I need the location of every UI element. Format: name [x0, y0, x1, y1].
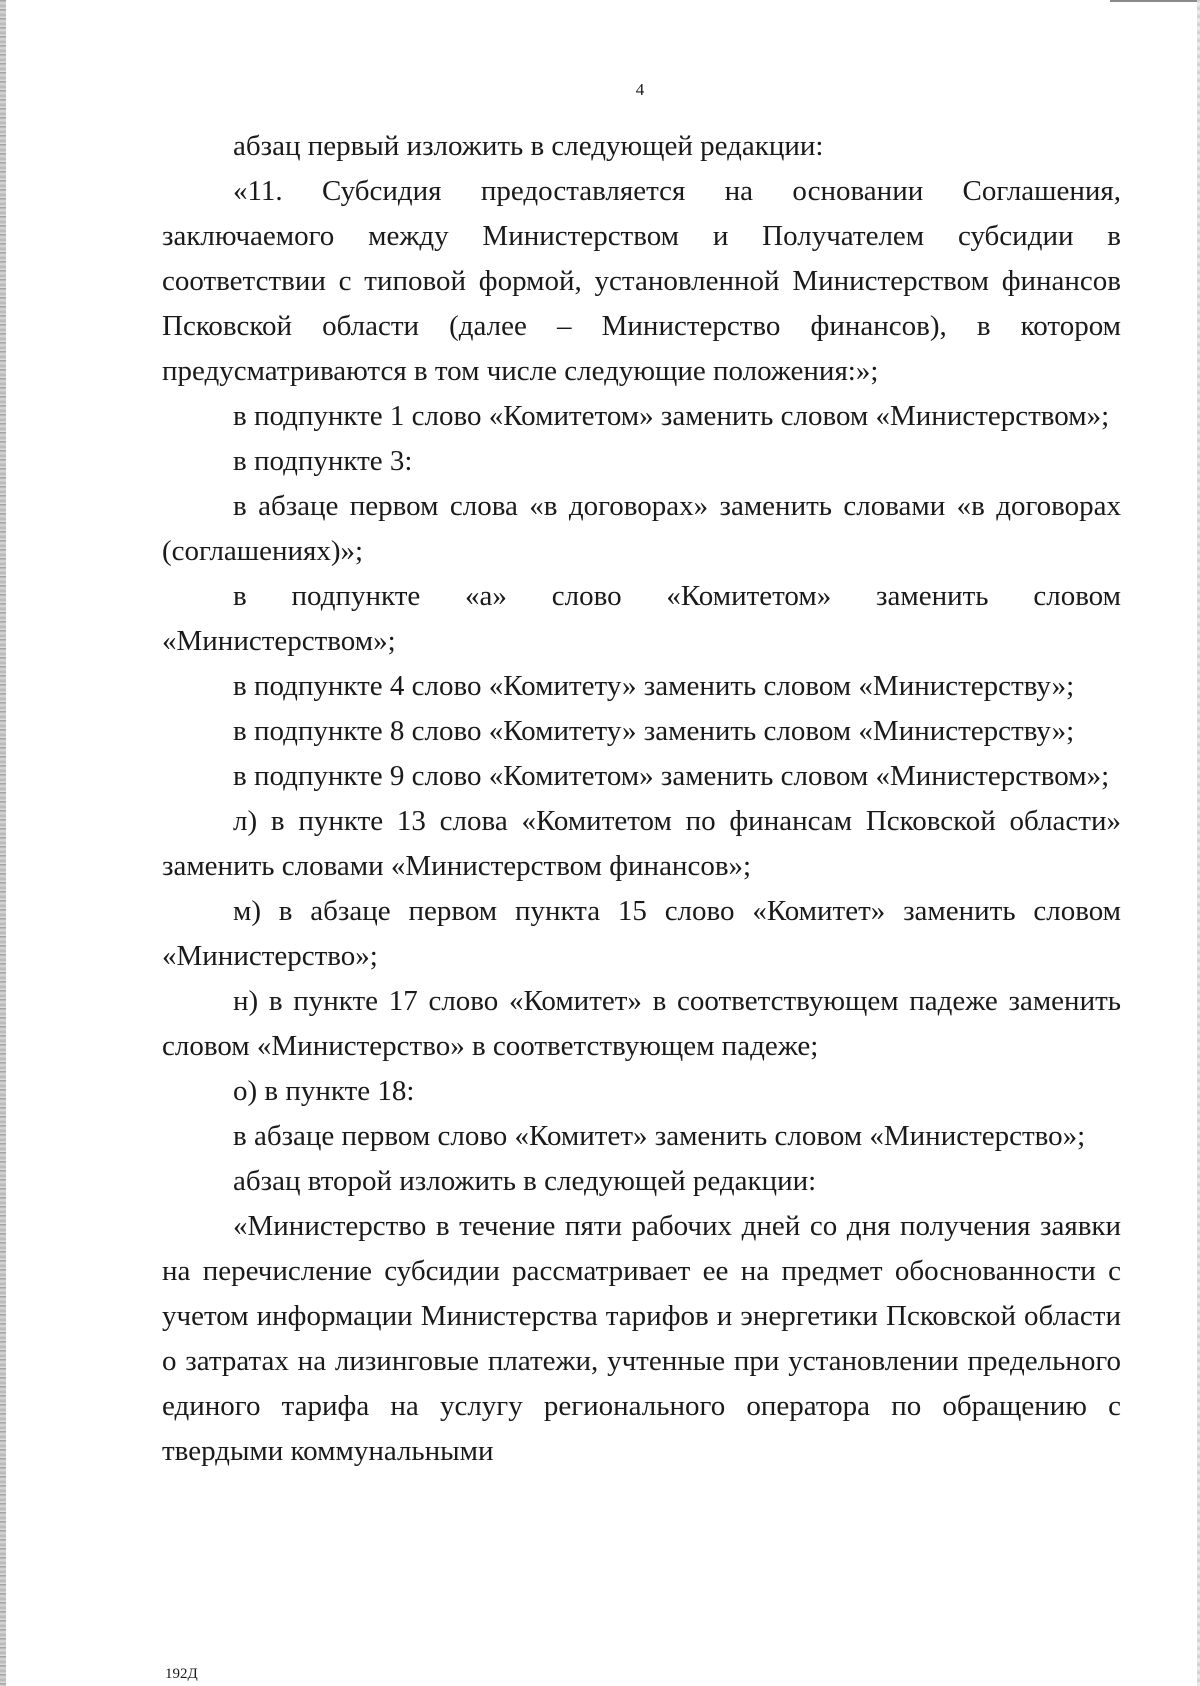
scan-edge-top — [1110, 0, 1200, 2]
paragraph: в подпункте «а» слово «Комитетом» заменить словом «Министерством»; — [162, 580, 1121, 657]
document-body — [162, 124, 1121, 1474]
paragraph: в подпункте 3: — [233, 445, 413, 477]
paragraph: м) в абзаце первом пункта 15 слово «Комитет» заменить словом «Министерство»; — [162, 895, 1121, 972]
paragraph: н) в пункте 17 слово «Комитет» в соответствующем падеже заменить словом «Министерство» в соответствующем падеже; — [162, 985, 1121, 1062]
document-footer-code: 192Д — [165, 1666, 198, 1682]
paragraph: в абзаце первом слово «Комитет» заменить словом «Министерство»; — [233, 1120, 1086, 1152]
paragraph: о) в пункте 18: — [233, 1075, 415, 1107]
paragraph: л) в пункте 13 слова «Комитетом по финансам Псковской области» заменить словами «Министерством финансов»; — [162, 805, 1121, 882]
paragraph: в подпункте 4 слово «Комитету» заменить словом «Министерству»; — [233, 670, 1075, 702]
paragraph: абзац первый изложить в следующей редакции: — [233, 130, 824, 162]
paragraph: абзац второй изложить в следующей редакции: — [233, 1165, 817, 1197]
scan-edge-left — [0, 0, 6, 1686]
paragraph: «11. Субсидия предоставляется на основании Соглашения, заключаемого между Министерством и Получателем субсидии в соответствии с типовой формой, установленной Министерством финансов Псковской области (далее – Министерство финансов), в котором предусматриваются в том числе следующие положения:»; — [162, 175, 1121, 387]
paragraph: в подпункте 9 слово «Комитетом» заменить словом «Министерством»; — [233, 760, 1110, 792]
paragraph: в подпункте 1 слово «Комитетом» заменить словом «Министерством»; — [233, 400, 1110, 432]
paragraph: «Министерство в течение пяти рабочих дней со дня получения заявки на перечисление субсидии рассматривает ее на предмет обоснованности с учетом информации Министерства тарифов и энергетики Псковской области о затратах на лизинговые платежи, учтенные при установлении предельного единого тарифа на услугу регионального оператора по обращению с твердыми коммунальными — [162, 1210, 1121, 1467]
paragraph: в подпункте 8 слово «Комитету» заменить словом «Министерству»; — [233, 715, 1075, 747]
paragraph: в абзаце первом слова «в договорах» заменить словами «в договорах (соглашениях)»; — [162, 490, 1121, 567]
page-number: 4 — [635, 80, 645, 99]
